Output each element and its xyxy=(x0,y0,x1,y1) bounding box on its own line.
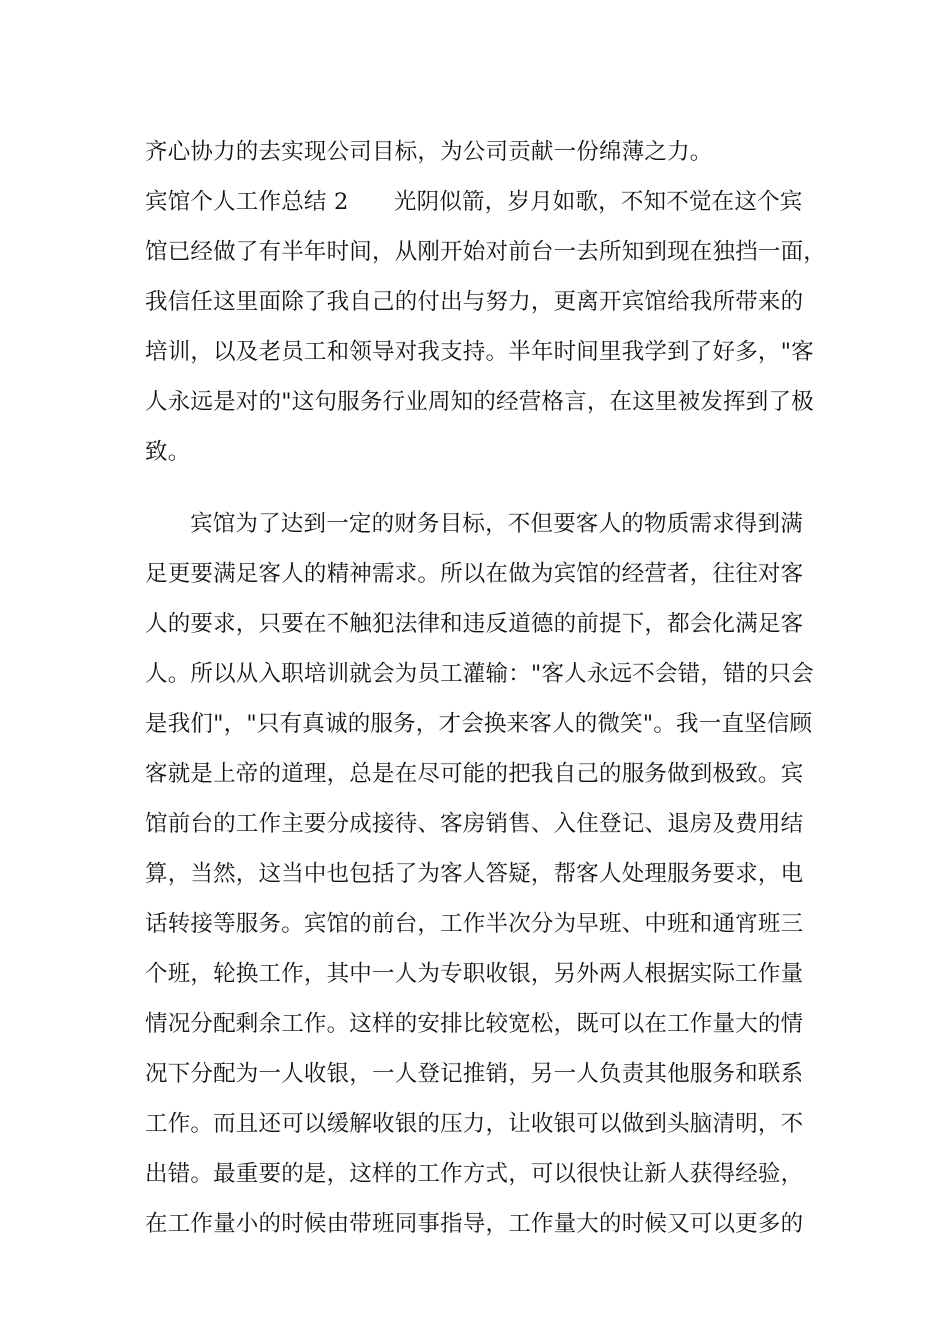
body-line: 是我们"，"只有真诚的服务，才会换来客人的微笑"。我一直坚信顾 xyxy=(145,711,813,737)
paragraph-gap xyxy=(145,477,825,499)
paragraph-first-line: 宾馆为了达到一定的财务目标，不但要客人的物质需求得到满 xyxy=(190,511,803,537)
body-line: 算，当然，这当中也包括了为客人答疑，帮客人处理服务要求，电 xyxy=(145,861,804,887)
body-line: 致。 xyxy=(145,439,191,465)
body-line: 客就是上帝的道理，总是在尽可能的把我自己的服务做到极致。宾 xyxy=(145,761,804,787)
body-line: 工作。而且还可以缓解收银的压力，让收银可以做到头脑清明，不 xyxy=(145,1111,804,1137)
body-line: 在工作量小的时候由带班同事指导，工作量大的时候又可以更多的 xyxy=(145,1211,804,1237)
body-line: 人的要求，只要在不触犯法律和违反道德的前提下，都会化满足客 xyxy=(145,611,804,637)
body-line: 情况分配剩余工作。这样的安排比较宽松，既可以在工作量大的情 xyxy=(145,1011,804,1037)
body-line: 足更要满足客人的精神需求。所以在做为宾馆的经营者，往往对客 xyxy=(145,561,804,587)
body-line: 人。所以从入职培训就会为员工灌输："客人永远不会错，错的只会 xyxy=(145,661,814,687)
body-line: 人永远是对的"这句服务行业周知的经营格言，在这里被发挥到了极 xyxy=(145,389,814,415)
body-line: 个班，轮换工作，其中一人为专职收银，另外两人根据实际工作量 xyxy=(145,961,804,987)
document-body xyxy=(145,127,825,1249)
body-line: 我信任这里面除了我自己的付出与努力，更离开宾馆给我所带来的 xyxy=(145,289,804,315)
body-line: 馆已经做了有半年时间，从刚开始对前台一去所知到现在独挡一面， xyxy=(145,239,827,265)
body-line: 齐心协力的去实现公司目标，为公司贡献一份绵薄之力。 xyxy=(145,139,713,165)
body-line: 出错。最重要的是，这样的工作方式，可以很快让新人获得经验， xyxy=(145,1161,804,1187)
body-line: 馆前台的工作主要分成接待、客房销售、入住登记、退房及费用结 xyxy=(145,811,804,837)
body-line: 培训，以及老员工和领导对我支持。半年时间里我学到了好多，"客 xyxy=(145,339,814,365)
section-title-line: 宾馆个人工作总结 2 光阴似箭，岁月如歌，不知不觉在这个宾 xyxy=(145,189,803,215)
body-line: 况下分配为一人收银，一人登记推销，另一人负责其他服务和联系 xyxy=(145,1061,804,1087)
body-line: 话转接等服务。宾馆的前台，工作半次分为早班、中班和通宵班三 xyxy=(145,911,804,937)
